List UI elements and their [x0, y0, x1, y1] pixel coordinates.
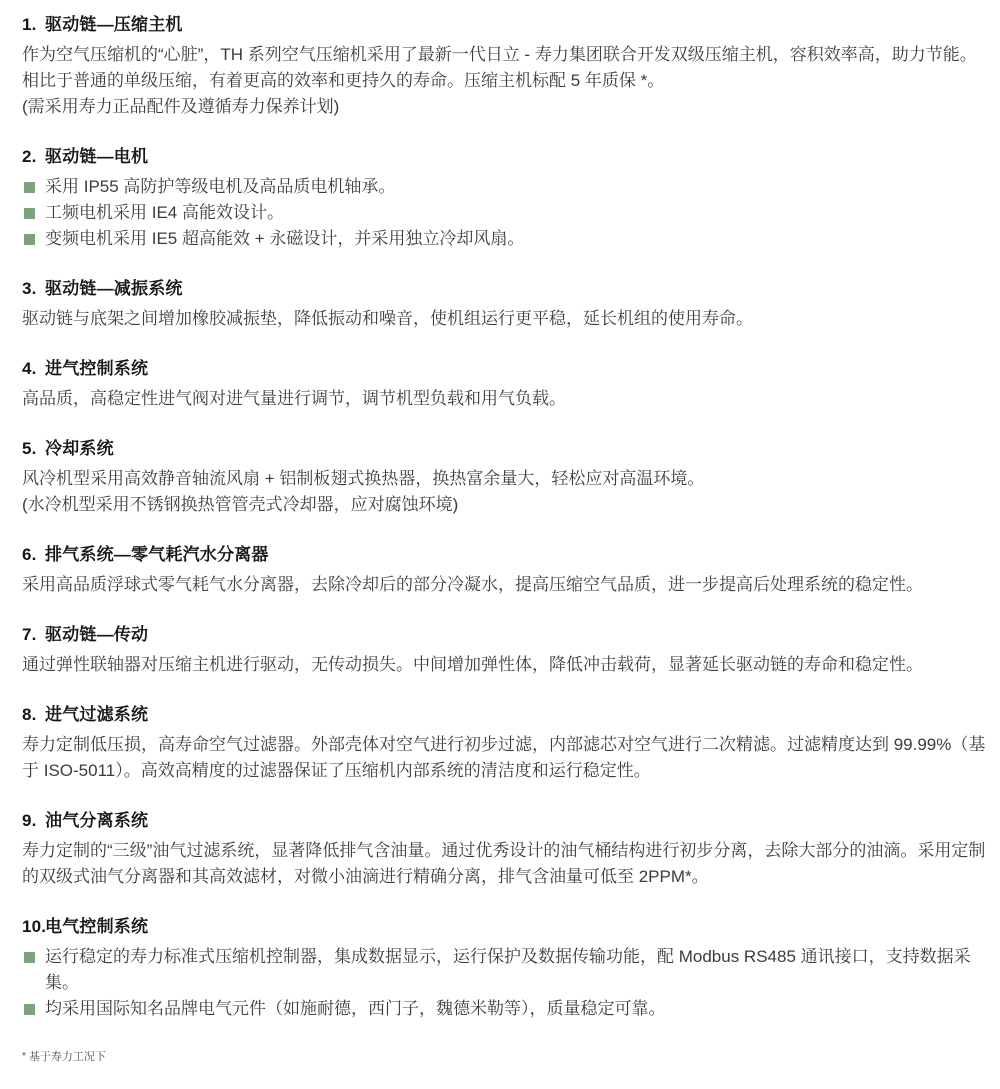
bullet-item — [22, 944, 986, 996]
section-paragraph: 通过弹性联轴器对压缩主机进行驱动，无传动损失。中间增加弹性体，降低冲击载荷，显著延长驱动链的寿命和稳定性。 — [22, 655, 923, 674]
feature-section — [22, 812, 986, 890]
section-paragraph: 采用高品质浮球式零气耗气水分离器，去除冷却后的部分冷凝水，提高压缩空气品质，进一步提高后处理系统的稳定性。 — [22, 575, 923, 594]
section-heading — [22, 360, 986, 378]
section-heading — [22, 918, 986, 936]
section-heading — [22, 706, 986, 724]
section-title: 油气分离系统 — [45, 811, 149, 830]
footnote-text: 基于寿力工况下 — [28, 1051, 106, 1063]
section-heading — [22, 280, 986, 298]
bullet-square-icon — [24, 208, 35, 219]
feature-section — [22, 546, 986, 598]
feature-section — [22, 918, 986, 1022]
section-title: 进气控制系统 — [45, 359, 149, 378]
footnote-marker: * — [22, 1051, 26, 1062]
section-title: 驱动链—传动 — [45, 625, 149, 644]
section-number: 7. — [22, 625, 37, 644]
footnote — [22, 1050, 986, 1064]
section-number: 4. — [22, 359, 37, 378]
bullet-square-icon — [24, 1004, 35, 1015]
section-number: 9. — [22, 811, 37, 830]
bullet-text: 运行稳定的寿力标准式压缩机控制器，集成数据显示，运行保护及数据传输功能，配 Modbus RS485 通讯接口，支持数据采集。 — [45, 947, 971, 992]
section-title: 排气系统—零气耗汽水分离器 — [45, 545, 269, 564]
section-paragraph: 作为空气压缩机的“心脏”，TH 系列空气压缩机采用了最新一代日立 - 寿力集团联合开发双级压缩主机，容积效率高，助力节能。相比于普通的单级压缩，有着更高的效率和更持久的寿命。压缩主机标配 5 年质保 *。 — [22, 45, 977, 90]
section-paragraph: 寿力定制的“三级”油气过滤系统，显著降低排气含油量。通过优秀设计的油气桶结构进行初步分离，去除大部分的油滴。采用定制的双级式油气分离器和其高效滤材，对微小油滴进行精确分离，排气含油量可低至 2PPM*。 — [22, 841, 986, 886]
section-number: 6. — [22, 545, 37, 564]
section-heading — [22, 148, 986, 166]
section-paragraph: 寿力定制低压损，高寿命空气过滤器。外部壳体对空气进行初步过滤，内部滤芯对空气进行二次精滤。过滤精度达到 99.99%（基于 ISO-5011）。高效高精度的过滤器保证了压缩机内部系统的清洁度和运行稳定性。 — [22, 735, 986, 780]
bullet-item — [22, 200, 986, 226]
section-title: 电气控制系统 — [45, 917, 149, 936]
bullet-text: 工频电机采用 IE4 高能效设计。 — [45, 203, 284, 222]
section-paragraph: (需采用寿力正品配件及遵循寿力保养计划) — [22, 97, 340, 116]
section-title: 驱动链—电机 — [45, 147, 149, 166]
bullet-item — [22, 226, 986, 252]
feature-section — [22, 626, 986, 678]
feature-section — [22, 706, 986, 784]
section-title: 驱动链—减振系统 — [45, 279, 183, 298]
section-heading — [22, 440, 986, 458]
bullet-list — [22, 944, 986, 1022]
section-heading — [22, 546, 986, 564]
bullet-square-icon — [24, 182, 35, 193]
section-number: 2. — [22, 147, 37, 166]
section-title: 进气过滤系统 — [45, 705, 149, 724]
bullet-item — [22, 996, 986, 1022]
bullet-list — [22, 174, 986, 252]
section-paragraph: 风冷机型采用高效静音轴流风扇 + 铝制板翅式换热器，换热富余量大，轻松应对高温环境。 — [22, 469, 705, 488]
feature-section — [22, 148, 986, 252]
bullet-item — [22, 174, 986, 200]
section-number: 10. — [22, 917, 47, 936]
sections-container — [22, 16, 986, 1022]
section-number: 1. — [22, 15, 37, 34]
section-heading — [22, 812, 986, 830]
feature-section — [22, 360, 986, 412]
section-paragraph: 高品质，高稳定性进气阀对进气量进行调节，调节机型负载和用气负载。 — [22, 389, 566, 408]
bullet-text: 采用 IP55 高防护等级电机及高品质电机轴承。 — [45, 177, 396, 196]
feature-section — [22, 440, 986, 518]
bullet-text: 变频电机采用 IE5 超高能效 + 永磁设计，并采用独立冷却风扇。 — [45, 229, 525, 248]
section-heading — [22, 16, 986, 34]
section-paragraph: (水冷机型采用不锈钢换热管管壳式冷却器，应对腐蚀环境) — [22, 495, 459, 514]
section-number: 8. — [22, 705, 37, 724]
bullet-square-icon — [24, 234, 35, 245]
section-heading — [22, 626, 986, 644]
bullet-square-icon — [24, 952, 35, 963]
section-title: 驱动链—压缩主机 — [45, 15, 183, 34]
feature-section — [22, 280, 986, 332]
feature-section — [22, 16, 986, 120]
section-title: 冷却系统 — [45, 439, 114, 458]
bullet-text: 均采用国际知名品牌电气元件（如施耐德，西门子，魏德米勒等），质量稳定可靠。 — [45, 999, 666, 1018]
section-number: 3. — [22, 279, 37, 298]
section-number: 5. — [22, 439, 37, 458]
section-paragraph: 驱动链与底架之间增加橡胶减振垫，降低振动和噪音，使机组运行更平稳，延长机组的使用寿命。 — [22, 309, 753, 328]
